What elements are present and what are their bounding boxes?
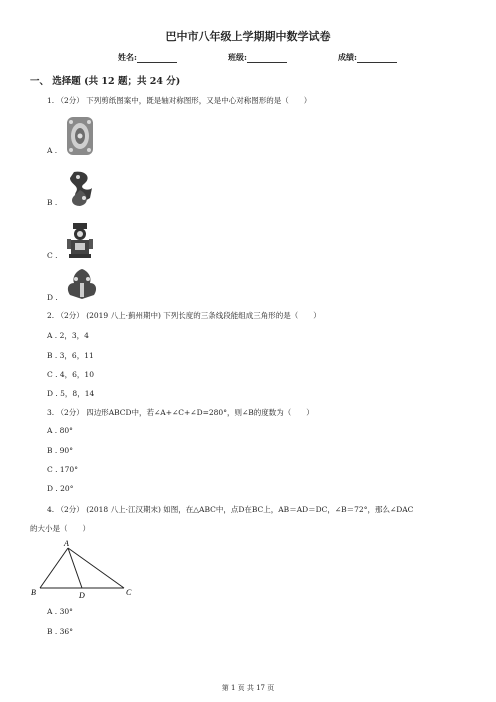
page-title: 巴中市八年级上学期期中数学试卷 [165, 30, 331, 43]
q3-option-d: D . 20° [47, 484, 74, 493]
q2-option-b: B . 3，6，11 [47, 351, 94, 360]
score-blank [357, 54, 397, 63]
q3-option-c: C . 170° [47, 465, 78, 474]
q2-option-c: C . 4，6，10 [47, 370, 94, 379]
vertex-d-label: D [79, 591, 85, 600]
section-heading: 一、 选择题 (共 12 题；共 24 分) [30, 76, 181, 87]
q4-option-b: B . 36° [47, 627, 73, 636]
vertex-c-label: C [126, 588, 132, 597]
papercut-a-image [65, 115, 95, 157]
vertex-a-label: A [64, 539, 69, 548]
q1-option-a: A . [47, 146, 58, 155]
name-label: 姓名: [118, 52, 137, 62]
vertex-b-label: B [31, 588, 36, 597]
side-ad [68, 548, 82, 588]
question-2-stem: 2. （2分） (2019 八上·蓟州期中) 下列长度的三条线段能组成三角形的是（ ） [47, 311, 321, 320]
score-field [338, 52, 397, 63]
side-ab [40, 548, 68, 588]
papercut-c-image [64, 219, 96, 261]
name-field [118, 52, 177, 63]
class-blank [247, 54, 287, 63]
question-4-stem: 4. （2分） (2018 八上·江汉期末) 如图，在△ABC中，点D在BC上，AB＝AD＝DC，∠B＝72°，那么∠DAC [47, 505, 414, 514]
q3-option-b: B . 90° [47, 446, 73, 455]
side-ac [68, 548, 124, 588]
q3-option-a: A . 80° [47, 426, 73, 435]
question-4-stem-cont: 的大小是（ ） [30, 524, 90, 533]
question-3-stem: 3. （2分） 四边形ABCD中，若∠A+∠C+∠D=280°，则∠B的度数为（ ） [47, 408, 314, 417]
q1-option-b: B . [47, 198, 58, 207]
class-field [228, 52, 287, 63]
question-1-stem: 1. （2分） 下列剪纸图案中，既是轴对称图形，又是中心对称图形的是（ ） [47, 96, 312, 105]
name-blank [137, 54, 177, 63]
q2-option-d: D . 5，8，14 [47, 389, 95, 398]
q4-option-a: A . 30° [47, 607, 73, 616]
papercut-b-image [66, 168, 96, 208]
class-label: 班级: [228, 52, 247, 62]
papercut-d-image [64, 265, 100, 301]
q1-option-c: C . [47, 251, 58, 260]
triangle-figure [28, 538, 140, 600]
q1-option-d: D . [47, 293, 58, 302]
q2-option-a: A . 2，3，4 [47, 331, 89, 340]
score-label: 成绩: [338, 52, 357, 62]
page-footer: 第 1 页 共 17 页 [221, 684, 275, 692]
